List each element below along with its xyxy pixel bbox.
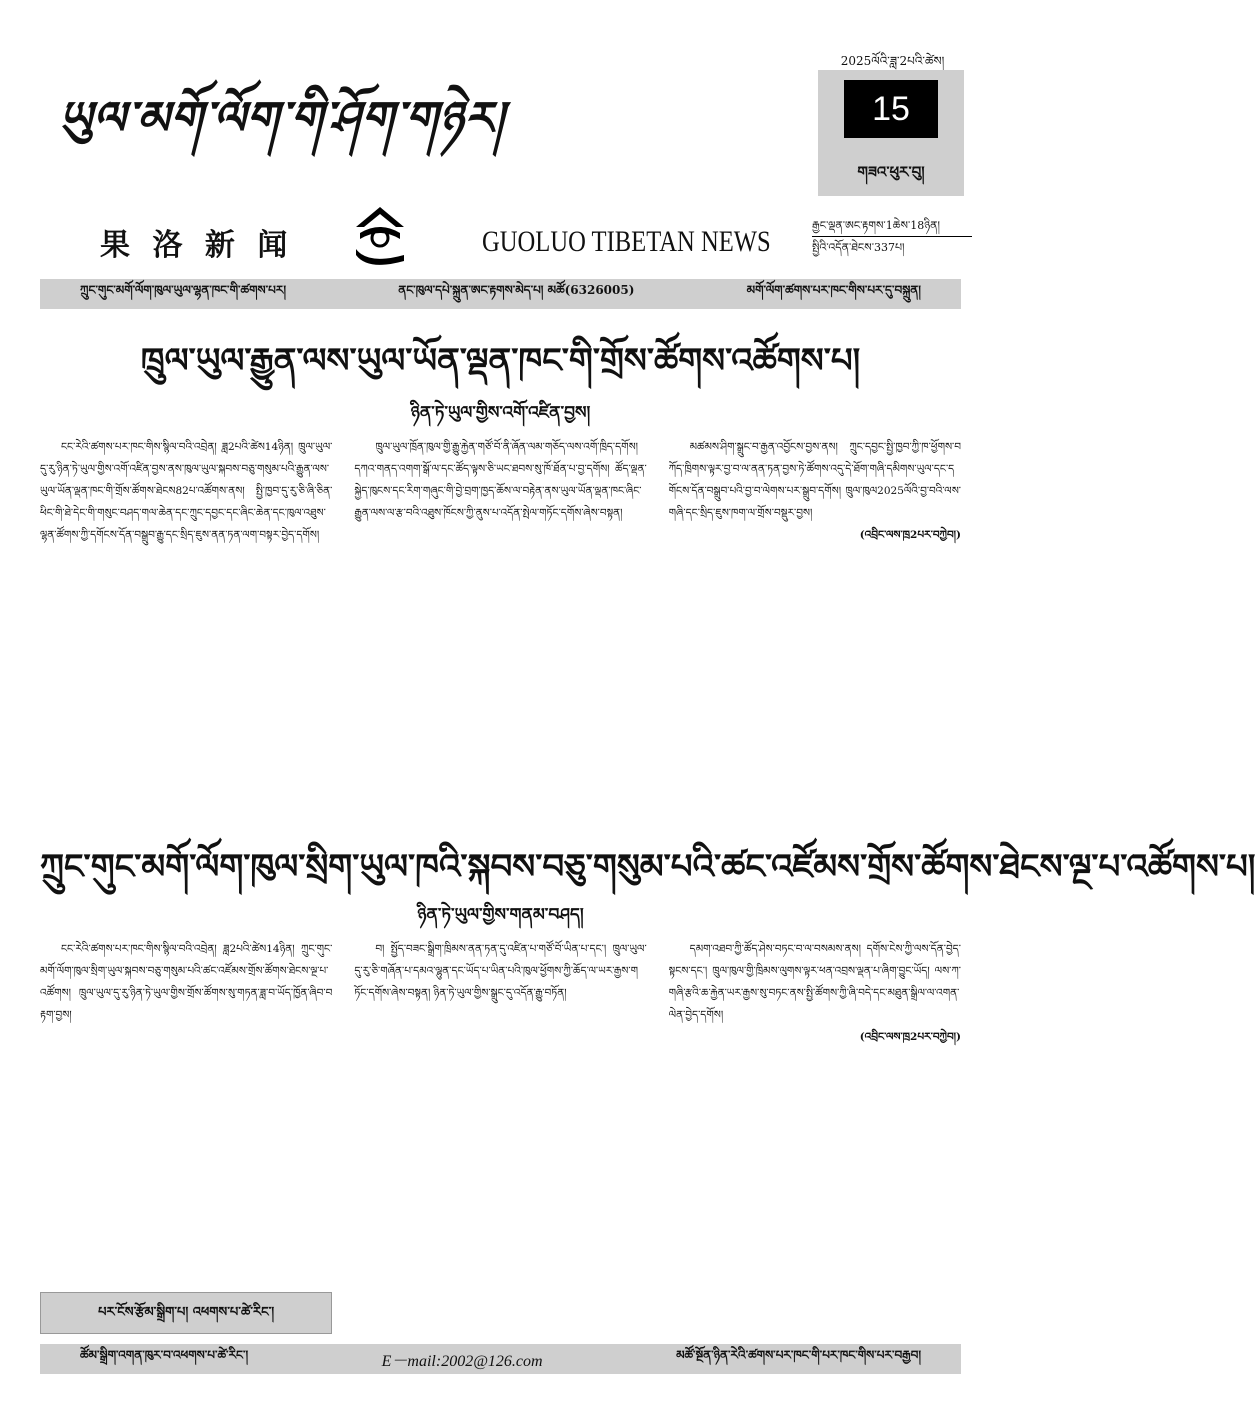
chief-editor: ཚོམ་སྒྲིག་འགན་ཁུར་བ་འཕགས་པ་ཚེ་རིང་།: [80, 1348, 249, 1362]
issue-weekday: གཟའ་ཕུར་བུ།: [857, 163, 925, 181]
issue-date: 2025ལོའི་ཟླ་2པའི་ཚེས།: [840, 54, 945, 68]
editor-box: པར་ངོས་རྩོམ་སྒྲིག་པ། འཕགས་པ་ཚེ་རིང་།: [40, 1292, 332, 1334]
article1-headline: ཁྲུལ་ཡུལ་རྒྱུན་ལས་ཡུལ་ཡོན་ལྡན་ཁང་གི་གྲོས་ཚོགས་འཚོགས་པ།: [140, 341, 861, 381]
article2-column-1: ངང་རེའི་ཚགས་པར་ཁང་གིས་སྙིལ་བའི་འབྲེན། ཟླ2པའི་ཚེས14ཉིན། ཀྲུང་གུང་མགོ་ལོག་ཁུལ་སྲིག་ཡུལ་སྐབས་བཅུ་གསུམ་པའི་ཚང་འཛོམས་གྲོས་ཚོགས་ཐེངས་ལྔ་པ་འཚོགས། ཁྲུལ་ཡུལ་དུ་རུ་ཉིན་ཏེ་ཡུལ་གྱིས་གྲོས་ཚོགས་སུ་གཏན་ཟླ་བ་ཡོད་ཁྱོན་ཞིབ་བརྟག་བྱས། པར་ངོས་རྩོམ་སྒྲིག་པ། འཕགས་པ་ཚེ་རིང་།: [40, 938, 332, 1334]
issue-box: [818, 70, 964, 196]
contact-email: E－mail:2002@126.com: [381, 1352, 543, 1370]
article1-column-1: ངང་རེའི་ཚགས་པར་ཁང་གིས་སྙིལ་བའི་འབྲེན། ཟླ2པའི་ཚེས14ཉིན། ཁྲུལ་ཡུལ་དུ་རུ་ཉིན་ཏེ་ཡུལ་གྱིས་འགོ་འཛིན་བྱས་ནས་ཁུལ་ཡུལ་སྐབས་བཅུ་གསུམ་པའི་རྒྱུན་ལས་ཡུལ་ཡོན་ལྡན་ཁང་གི་གྲོས་ཚོགས་ཐེངས82པ་འཚོགས་ནས། སྤྱི་ཁྱབ་དུ་རུ་ཅི་ཞི་ཅིན་ཕིང་གི་ཐེ་དེང་གི་གསུང་བཤད་གལ་ཆེན་དང་ཀྲུང་དབྱང་དང་ཞིང་ཆེན་དང་ཁུལ་འཐུས་ལྷན་ཚོགས་ཀྱི་དགོངས་དོན་བསྒྲུབ་རྒྱུ་དང་སྲིད་ཇུས་ནན་ཏན་ལག་བསྟར་བྱེད་དགོས།: [40, 441, 333, 541]
article2-column-3: དམག་འཐབ་ཀྱི་ཚོད་ཤེས་བཏང་བ་ལ་བསམས་ནས། དགོས་ངེས་ཀྱི་ལས་དོན་བྱེད་སྟངས་དང་། ཁྲུལ་ཁུལ་གྱི་ཁྲིམས་ལུགས་ལྟར་ཕན་འབྲས་ལྡན་པ་ཞིག་བྱུང་ཡོད། ལས་ཀ་གཞི་རྩའི་ཆ་རྐྱེན་ཡར་རྒྱས་སུ་བཏང་ནས་སྤྱི་ཚོགས་ཀྱི་ཞི་བདེ་དང་མཐུན་སྒྲིལ་ལ་འགན་ལེན་བྱེད་དགོས། (འབྲིང་ལས་ཁྲ2པར་བཀྱེབ།): [669, 938, 961, 1334]
article1-column-2: ཁྲུལ་ཡུལ་ཁྲོན་ཁུལ་གྱི་རྒྱུ་རྐྱེན་གཙོ་བོ་ནི་ཞོན་ལམ་གཅོད་ལས་འགོ་ཁྲིད་དགོས། དཀའ་གནད་འགག་སྒོ་ལ་དང་ཚོད་ལྟས་ཅི་ཡང་ཐབས་སུ་ཁོ་ཐོན་པ་བྱ་དགོས། ཚོད་ལྡན་སྐྱེད་ཁུངས་དང་རིག་གཞུང་གི་བྱེ་བྲག་ཁྱད་ཆོས་ལ་བརྟེན་ནས་ཡུལ་ཡོན་ལྡན་ཁང་ཞིང་རྒྱུན་ལས་ལ་རྩ་བའི་འཐུས་ཁོངས་ཀྱི་ནུས་པ་འདོན་སྤེལ་གཏོང་དགོས་ཞེས་བསྟན།: [354, 441, 647, 519]
article2-continued-note: (འབྲིང་ལས་ཁྲ2པར་བཀྱེབ།): [859, 1031, 961, 1043]
newspaper-logo-icon: [352, 205, 408, 267]
registration-line: རྒྱང་ལྡན་ཨང་རྟགས་1ཆེས་18ཉིན།: [812, 218, 972, 237]
publisher-name: ཀྲུང་གུང་མགོ་ལོག་ཁུལ་ཡུལ་ལྷན་ཁང་གི་ཚགས་པར།: [80, 283, 286, 297]
english-name: GUOLUO TIBETAN NEWS: [482, 225, 771, 258]
issue-count-line: སྤྱིའི་འདོན་ཐེངས་337པ།: [812, 241, 905, 254]
article2-headline: ཀྲུང་གུང་མགོ་ལོག་ཁུལ་སྲིག་ཡུལ་ཁའི་སྐབས་བཅུ་གསུམ་པའི་ཚང་འཛོམས་གྲོས་ཚོགས་ཐེངས་ལྔ་པ་འཚོགས་པ།: [40, 847, 1255, 887]
article1-byline: ཉིན་ཏེ་ཡུལ་གྱིས་འགོ་འཛིན་བྱས།: [410, 403, 591, 423]
print-house: མཚོ་སྔོན་ཉིན་རེའི་ཚགས་པར་ཁང་གི་པར་ཁང་གིས་པར་བརྒྱབ།: [676, 1348, 921, 1362]
article2-body: [40, 938, 961, 1334]
chinese-name: 果 洛 新 闻: [100, 228, 294, 263]
footer-bar: [40, 1344, 961, 1374]
article1-column-3: མཚམས་ཤིག་སྒྲུང་བ་རྒྱན་འབྱོངས་བྱས་ནས། ཀྲུང་དབྱང་སྤྱི་ཁྱབ་ཀྱི་ཁ་ཕྱོགས་བཀོད་ཁྲིགས་ལྟར་བྱ་བ་ལ་ནན་ཏན་བྱས་ཏེ་ཚོགས་འདུ་དེ་ཐོག་གཞི་དམིགས་ཡུལ་དང་དགོངས་དོན་བསྒྲུབ་པའི་བྱ་བ་ལེགས་པར་སྒྲུབ་དགོས། ཁྲུལ་ཁུལ2025ལོའི་བྱ་བའི་ལས་གཞི་དང་སྲིད་ཇུས་ཁག་ལ་གྲོས་བསྡུར་བྱས། (འབྲིང་ལས་ཁྲ2པར་བཀྱེབ།): [669, 436, 961, 810]
article1-body: [40, 436, 961, 810]
masthead-title: ཡུལ་མགོ་ལོག་གི་ཤོག་གཉེར།: [58, 91, 505, 145]
article1-continued-note: (འབྲིང་ལས་ཁྲ2པར་བཀྱེབ།): [859, 529, 961, 541]
registration-info: [812, 218, 972, 256]
article2-byline: ཉིན་ཏེ་ཡུལ་གྱིས་གནམ་བཤད།: [417, 905, 584, 925]
printer-name: མགོ་ལོག་ཚགས་པར་ཁང་གིས་པར་དུ་བསྐྲུན།: [746, 283, 921, 297]
article2-column-2: བ། སྤྱོད་བཟང་སྒྲིག་ཁྲིམས་ནན་ཏན་དུ་འཛིན་པ་གཙོ་བོ་ཡིན་པ་དང་། ཁྲུལ་ཡུལ་དུ་རུ་ཅི་གཞོན་པ་དམའ་ལྷུན་དང་ཡོད་པ་ཡིན་པའི་ཁུལ་ཕྱོགས་ཀྱི་ཆོད་ལ་ཡར་རྒྱས་གཏོང་དགོས་ཞེས་བསྟན། ཉིན་ཏེ་ཡུལ་གྱིས་སྒྲུང་དུ་འདོན་རྒྱུ་བཏོན།: [354, 943, 647, 999]
issue-number: 15: [844, 80, 938, 138]
publication-code: ནང་ཁུལ་དཔེ་སྐྲུན་ཨང་རྟགས་མེད་པ། མཚོ(6326005): [398, 283, 635, 297]
publisher-bar: [40, 279, 961, 309]
